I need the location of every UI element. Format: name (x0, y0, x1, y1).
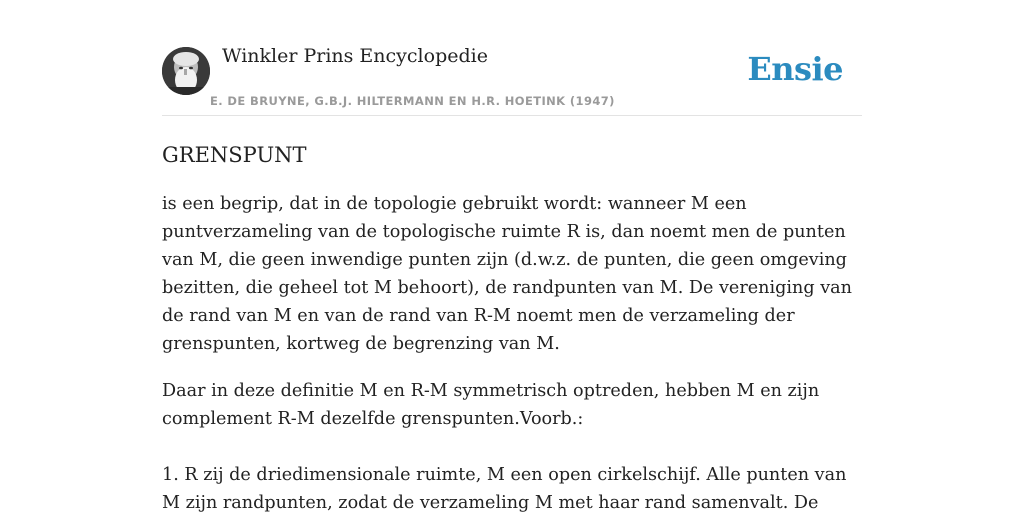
entry-paragraph: Daar in deze definitie M en R-M symmetrisch optreden, hebben M en zijn complement R-M dezelfde grenspunten.Voorb.: (162, 381, 820, 429)
article-container (162, 0, 862, 512)
authors-credit: E. DE BRUYNE, G.B.J. HILTERMANN EN H.R. HOETINK (1947) (210, 94, 615, 108)
ensie-logo[interactable]: Ensie (747, 50, 843, 88)
entry-paragraph: 1. R zij de driedimensionale ruimte, M een open cirkelschijf. Alle punten van M zijn randpunten, zodat de verzameling M met haar rand samenvalt. De (162, 465, 847, 512)
entry-paragraph: is een begrip, dat in de topologie gebruikt wordt: wanneer M een puntverzameling van de topologische ruimte R is, dan noemt men de punten van M, die geen inwendige punten zijn (d.w.z. de punten, die geen omgeving bezitten, die geheel tot M behoort), de randpunten van M. De vereniging van de rand van M en van de rand van R-M noemt men de verzameling der grenspunten, kortweg de begrenzing van M. (162, 194, 852, 354)
portrait-image (162, 47, 210, 95)
header (162, 0, 862, 116)
encyclopedia-title[interactable]: Winkler Prins Encyclopedie (222, 45, 488, 67)
entry-title: GRENSPUNT (162, 143, 307, 167)
author-avatar[interactable] (162, 47, 210, 95)
